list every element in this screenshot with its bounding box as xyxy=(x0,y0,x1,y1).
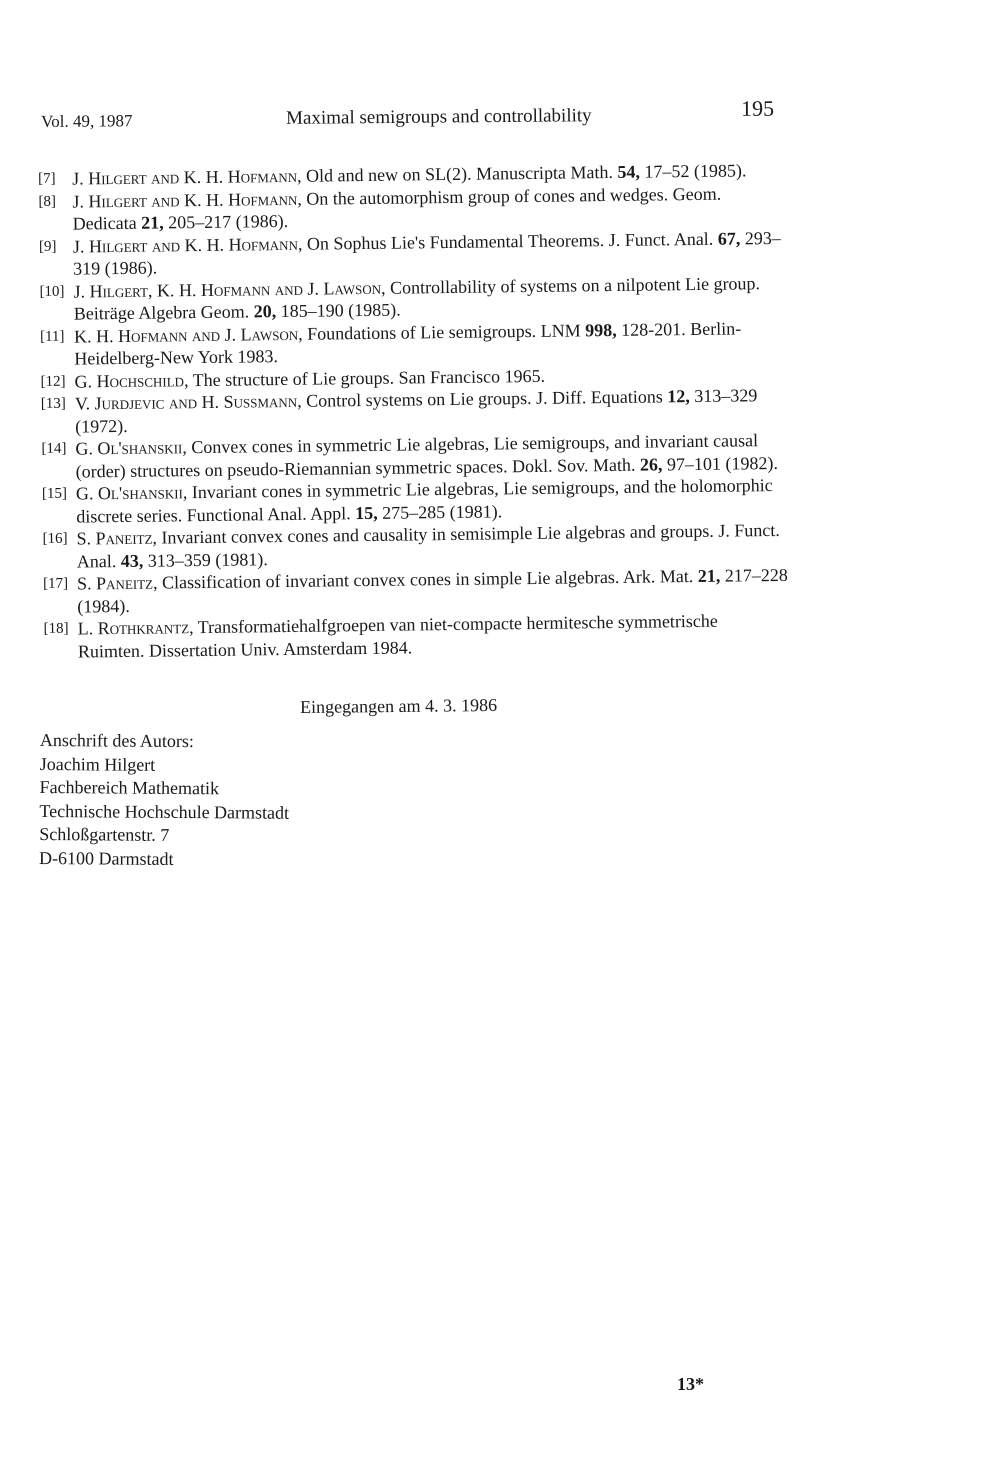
reference-text: Invariant cones in symmetric Lie algebras, Lie semigroups, and the holomorphic discrete series. Functional Anal. Appl. xyxy=(76,475,773,527)
reference-authors: L. Rothkrantz, xyxy=(77,617,194,639)
author-address xyxy=(39,729,290,872)
reference-text: On the automorphism group of cones and wedges. Geom. Dedicata xyxy=(72,183,722,234)
reference-number: [15] xyxy=(41,485,68,502)
address-line: Joachim Hilgert xyxy=(39,753,156,775)
page-number: 195 xyxy=(740,95,775,121)
reference-pages: 275–285 (1981). xyxy=(377,500,503,523)
reference-authors: J. Hilgert, K. H. Hofmann and J. Lawson, xyxy=(73,277,386,302)
reference-volume: 43, xyxy=(120,550,144,571)
reference-pages: 217–228 (1984). xyxy=(77,564,788,617)
reference-item xyxy=(43,609,788,663)
reference-text: Transformatiehalfgroepen van niet-compacte hermitesche symmetrische Ruimten. Dissertation Univ. Amsterdam 1984. xyxy=(77,610,718,662)
reference-pages: 313–329 (1972). xyxy=(75,385,758,437)
received-date: Eingegangen am 4. 3. 1986 xyxy=(300,694,498,717)
reference-volume: 998, xyxy=(585,319,617,340)
reference-authors: S. Paneitz, xyxy=(76,527,158,549)
reference-number: [9] xyxy=(38,238,57,255)
address-heading: Anschrift des Autors: xyxy=(39,730,194,752)
reference-authors: J. Hilgert and K. H. Hofmann, xyxy=(72,188,302,212)
reference-pages: 17–52 (1985). xyxy=(639,160,747,182)
address-line: D-6100 Darmstadt xyxy=(39,847,174,869)
reference-text: Classification of invariant convex cones in simple Lie algebras. Ark. Mat. xyxy=(157,565,698,593)
reference-number: [13] xyxy=(40,395,66,412)
reference-volume: 12, xyxy=(667,386,690,407)
reference-volume: 21, xyxy=(697,565,721,586)
reference-number: [18] xyxy=(43,620,69,637)
reference-authors: J. Hilgert and K. H. Hofmann, xyxy=(72,233,303,257)
reference-authors: G. Hochschild, xyxy=(74,369,189,392)
reference-text: Invariant convex cones and causality in semisimple Lie algebras and groups. J. Funct. Anal. xyxy=(76,519,780,572)
reference-pages: 205–217 (1986). xyxy=(163,210,289,233)
address-line: Technische Hochschule Darmstadt xyxy=(39,800,290,823)
address-line: Schloßgartenstr. 7 xyxy=(39,823,170,845)
reference-text: Control systems on Lie groups. J. Diff. Equations xyxy=(301,386,668,411)
address-line: Fachbereich Mathematik xyxy=(39,776,220,799)
reference-pages: 97–101 (1982). xyxy=(662,452,778,474)
reference-number: [16] xyxy=(42,530,68,547)
reference-pages: 293–319 (1986). xyxy=(73,227,781,279)
journal-volume: Vol. 49, 1987 xyxy=(41,111,133,131)
reference-volume: 21, xyxy=(141,212,164,233)
running-header xyxy=(41,95,781,138)
reference-pages: 128-201. Berlin-Heidelberg-New York 1983. xyxy=(74,317,742,369)
reference-number: [8] xyxy=(38,193,57,210)
reference-pages: 313–359 (1981). xyxy=(143,548,268,571)
reference-volume: 67, xyxy=(717,227,741,249)
reference-authors: G. Ol'shanskii, xyxy=(75,482,188,504)
reference-number: [12] xyxy=(40,373,66,390)
signature-mark: 13* xyxy=(677,1374,704,1394)
reference-authors: J. Hilgert and K. H. Hofmann, xyxy=(72,165,302,189)
reference-authors: G. Ol'shanskii, xyxy=(75,437,187,459)
reference-text: Old and new on SL(2). Manuscripta Math. xyxy=(301,161,618,186)
reference-authors: V. Jurdjevic and H. Sussmann, xyxy=(74,390,302,414)
reference-text: The structure of Lie groups. San Francisco 1965. xyxy=(188,365,546,390)
reference-number: [17] xyxy=(42,575,69,592)
reference-volume: 15, xyxy=(355,502,378,523)
reference-number: [11] xyxy=(39,328,65,345)
reference-number: [7] xyxy=(38,170,56,187)
reference-volume: 54, xyxy=(617,161,641,182)
reference-pages: 185–190 (1985). xyxy=(276,299,401,322)
reference-number: [14] xyxy=(41,440,67,457)
reference-authors: K. H. Hofmann and J. Lawson, xyxy=(73,323,303,347)
reference-text: Convex cones in symmetric Lie algebras, Lie semigroups, and invariant causal (order) structures on pseudo-Riemannian symmetric spaces. Dokl. Sov. Math. xyxy=(75,430,759,482)
reference-authors: S. Paneitz, xyxy=(76,572,158,594)
reference-volume: 26, xyxy=(639,453,663,475)
reference-volume: 20, xyxy=(253,301,277,322)
reference-number: [10] xyxy=(39,283,65,300)
running-title: Maximal semigroups and controllability xyxy=(286,105,592,129)
reference-text: On Sophus Lie's Fundamental Theorems. J. Funct. Anal. xyxy=(302,228,718,254)
reference-text: Foundations of Lie semigroups. LNM xyxy=(302,319,586,344)
reference-text: Controllability of systems on a nilpotent Lie group. Beiträge Algebra Geom. xyxy=(73,272,761,324)
reference-list xyxy=(38,159,789,663)
